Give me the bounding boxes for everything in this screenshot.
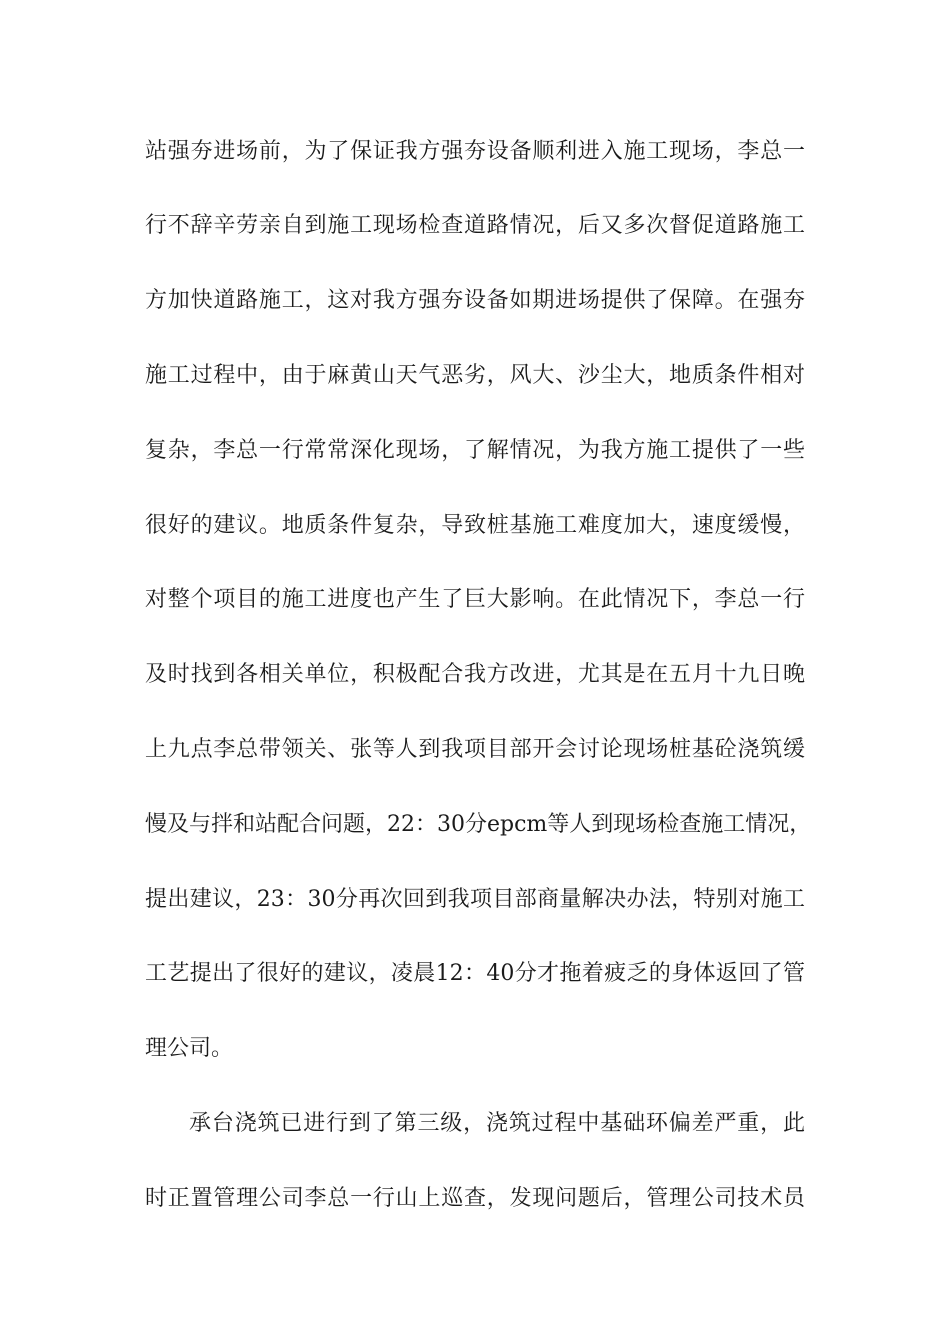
paragraph-line: 时正置管理公司李总一行山上巡查，发现问题后，管理公司技术员 — [145, 1186, 805, 1211]
paragraph-line: 及时找到各相关单位，积极配合我方改进，尤其是在五月十九日晚 — [145, 662, 805, 687]
paragraph-line: 站强夯进场前，为了保证我方强夯设备顺利进入施工现场，李总一 — [145, 139, 805, 164]
paragraph-line: 复杂，李总一行常常深化现场，了解情况，为我方施工提供了一些 — [145, 438, 805, 463]
paragraph-line: 慢及与拌和站配合问题，22：30分epcm等人到现场检查施工情况， — [145, 812, 812, 837]
paragraph-line: 工艺提出了很好的建议，凌晨12：40分才拖着疲乏的身体返回了管 — [145, 961, 805, 986]
paragraph-line: 行不辞辛劳亲自到施工现场检查道路情况，后又多次督促道路施工 — [145, 213, 805, 238]
paragraph-line: 施工过程中，由于麻黄山天气恶劣，风大、沙尘大，地质条件相对 — [145, 363, 805, 388]
paragraph-line: 上九点李总带领关、张等人到我项目部开会讨论现场桩基砼浇筑缓 — [145, 737, 805, 762]
paragraph-line: 提出建议，23：30分再次回到我项目部商量解决办法，特别对施工 — [145, 887, 805, 912]
paragraph-line: 对整个项目的施工进度也产生了巨大影响。在此情况下，李总一行 — [145, 587, 805, 612]
paragraph-line: 承台浇筑已进行到了第三级，浇筑过程中基础环偏差严重，此 — [189, 1111, 805, 1136]
paragraph-line: 方加快道路施工，这对我方强夯设备如期进场提供了保障。在强夯 — [145, 288, 805, 313]
paragraph-line: 很好的建议。地质条件复杂，导致桩基施工难度加大，速度缓慢， — [145, 513, 805, 538]
paragraph-line: 理公司。 — [145, 1036, 234, 1061]
